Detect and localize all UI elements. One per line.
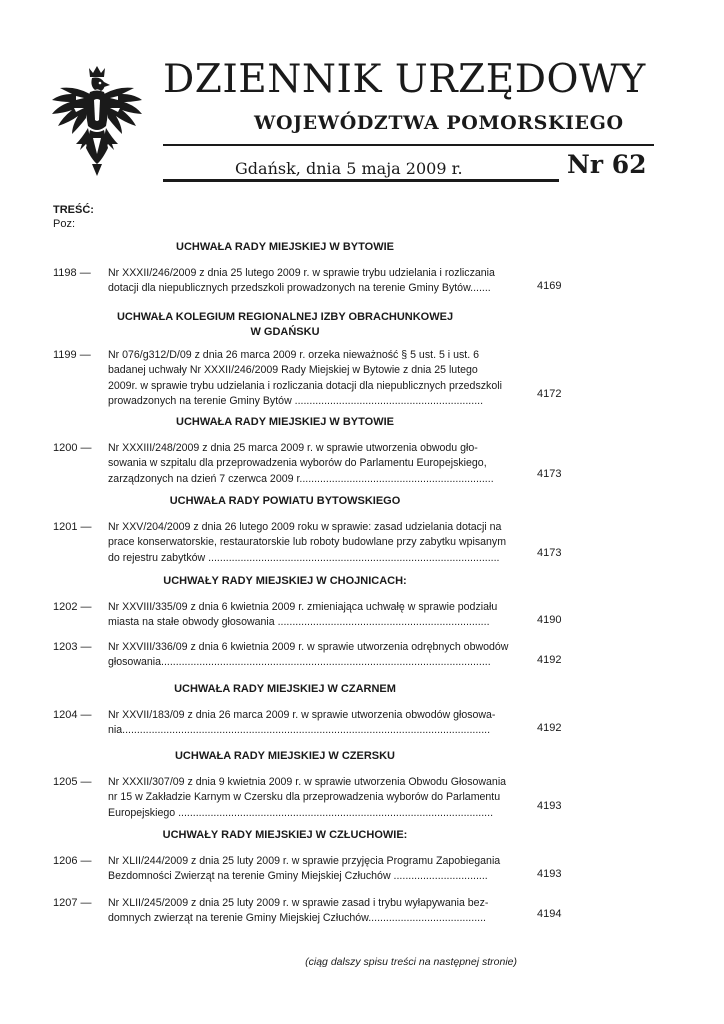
journal-subtitle: WOJEWÓDZTWA POMORSKIEGO — [254, 112, 624, 134]
entry-text-line: Nr XXVII/183/09 z dnia 26 marca 2009 r. w sprawie utworzenia obwodów głosowa- — [108, 709, 496, 721]
section-heading — [100, 494, 470, 509]
toc-label: TREŚĆ: — [53, 204, 94, 216]
entry-text-line: do rejestru zabytków ................................................................................................... — [108, 551, 500, 564]
entry-page: 4192 — [537, 654, 562, 666]
entry-text-line: domnych zwierząt na terenie Gminy Miejskiej Człuchów........................................ — [108, 912, 486, 925]
entry-text — [108, 600, 517, 631]
entry-text — [108, 640, 517, 671]
entry-page: 4169 — [537, 280, 562, 292]
entry-text-line: nia............................................................................................................................. — [108, 724, 491, 737]
section-heading-line: W GDAŃSKU — [250, 326, 320, 338]
header-rule-top — [163, 144, 654, 146]
section-heading-line: UCHWAŁA RADY MIEJSKIEJ W CZERSKU — [174, 750, 396, 762]
section-heading — [100, 240, 470, 255]
entry-number: 1201 — — [53, 521, 92, 533]
entry-number: 1207 — — [53, 897, 92, 909]
entry-page: 4193 — [537, 868, 562, 880]
entry-number: 1199 — — [53, 349, 91, 361]
entry-text — [108, 708, 517, 739]
entry-number: 1203 — — [53, 641, 92, 653]
entry-text-line: głosowania................................................................................................................ — [108, 656, 491, 669]
section-heading-line: UCHWAŁA RADY MIEJSKIEJ W CZARNEM — [174, 683, 396, 695]
journal-title: DZIENNIK URZĘDOWY — [163, 57, 646, 102]
entry-number: 1206 — — [53, 855, 92, 867]
section-heading-line: UCHWAŁA RADY MIEJSKIEJ W BYTOWIE — [176, 241, 394, 253]
entry-text-line: Nr XXV/204/2009 z dnia 26 lutego 2009 roku w sprawie: zasad udzielania dotacji na — [108, 521, 502, 533]
entry-text — [108, 441, 517, 487]
section-heading-line: UCHWAŁA RADY MIEJSKIEJ W BYTOWIE — [176, 416, 394, 428]
section-heading — [100, 749, 470, 764]
entry-text-line: Nr XLII/245/2009 z dnia 25 luty 2009 r. w sprawie zasad i trybu wyłapywania bez- — [108, 897, 489, 909]
polish-eagle-emblem — [46, 64, 148, 186]
entry-text — [108, 348, 517, 409]
entry-text-line: Nr XXVIII/336/09 z dnia 6 kwietnia 2009 r. w sprawie utworzenia odrębnych obwodów — [108, 641, 509, 653]
entry-number: 1200 — — [53, 442, 92, 454]
section-heading — [100, 828, 470, 843]
section-heading-line: UCHWAŁY RADY MIEJSKIEJ W CZŁUCHOWIE: — [162, 829, 408, 841]
entry-text-line: prace konserwatorskie, restauratorskie lub roboty budowlane przy zabytku wpisanym — [108, 536, 507, 549]
section-heading-line: UCHWAŁY RADY MIEJSKIEJ W CHOJNICACH: — [163, 575, 407, 587]
entry-page: 4194 — [537, 908, 562, 920]
issue-number: Nr 62 — [567, 150, 647, 179]
entry-text-line: zarządzonych na dzień 7 czerwca 2009 r.................................................................. — [108, 472, 494, 485]
entry-text-line: miasta na stałe obwody głosowania ........................................................................ — [108, 616, 490, 629]
section-heading — [100, 310, 470, 340]
entry-text-line: Nr XLII/244/2009 z dnia 25 luty 2009 r. w sprawie przyjęcia Programu Zapobiegania — [108, 855, 501, 867]
entry-text — [108, 520, 517, 566]
entry-page: 4190 — [537, 614, 562, 626]
entry-page: 4173 — [537, 468, 562, 480]
section-heading-line: UCHWAŁA KOLEGIUM REGIONALNEJ IZBY OBRACHUNKOWEJ — [116, 311, 454, 323]
entry-text-line: 2009r. w sprawie trybu udzielania i rozliczania dotacji dla niepublicznych przedszkoli — [108, 379, 502, 392]
entry-text-line: Nr XXXII/246/2009 z dnia 25 lutego 2009 r. w sprawie trybu udzielania i rozliczania — [108, 267, 495, 279]
entry-text — [108, 775, 517, 821]
entry-page: 4173 — [537, 547, 562, 559]
header-rule-bottom — [163, 179, 559, 182]
entry-text-line: prowadzonych na terenie Gminy Bytów ................................................................ — [108, 394, 484, 407]
entry-number: 1202 — — [53, 601, 92, 613]
entry-text-line: sowania w szpitalu dla przeprowadzenia wyborów do Parlamentu Europejskiego, — [108, 457, 487, 470]
entry-number: 1204 — — [53, 709, 92, 721]
section-heading-line: UCHWAŁA RADY POWIATU BYTOWSKIEGO — [169, 495, 401, 507]
entry-number: 1198 — — [53, 267, 91, 279]
entry-text-line: Nr XXVIII/335/09 z dnia 6 kwietnia 2009 r. zmieniająca uchwałę w sprawie podziału — [108, 601, 498, 613]
entry-text-line: dotacji dla niepublicznych przedszkoli prowadzonych na terenie Gminy Bytów....... — [108, 282, 491, 295]
poz-label: Poz: — [53, 218, 76, 230]
continuation-note: (ciąg dalszy spisu treści na następnej stronie) — [305, 956, 517, 968]
section-heading — [100, 574, 470, 589]
entry-text-line: Nr 076/g312/D/09 z dnia 26 marca 2009 r. orzeka nieważność § 5 ust. 5 i ust. 6 — [108, 349, 479, 361]
section-heading — [100, 682, 470, 697]
entry-text-line: Bezdomności Zwierząt na terenie Gminy Miejskiej Człuchów ................................ — [108, 870, 488, 883]
entry-page: 4172 — [537, 388, 562, 400]
entry-page: 4193 — [537, 800, 562, 812]
entry-text — [108, 896, 517, 927]
entry-text-line: nr 15 w Zakładzie Karnym w Czersku dla przeprowadzenia wyborów do Parlamentu — [108, 791, 501, 804]
entry-page: 4192 — [537, 722, 562, 734]
section-heading — [100, 415, 470, 430]
entry-text-line: Nr XXXIII/248/2009 z dnia 25 marca 2009 r. w sprawie utworzenia obwodu gło- — [108, 442, 478, 454]
entry-text-line: badanej uchwały Nr XXXII/246/2009 Rady Miejskiej w Bytowie z dnia 25 lutego — [108, 364, 478, 377]
entry-number: 1205 — — [53, 776, 92, 788]
entry-text — [108, 854, 517, 885]
entry-text — [108, 266, 517, 297]
entry-text-line: Europejskiego ........................................................................................................... — [108, 806, 494, 819]
entry-text-line: Nr XXXII/307/09 z dnia 9 kwietnia 2009 r. w sprawie utworzenia Obwodu Głosowania — [108, 776, 507, 788]
place-date: Gdańsk, dnia 5 maja 2009 r. — [235, 159, 463, 178]
